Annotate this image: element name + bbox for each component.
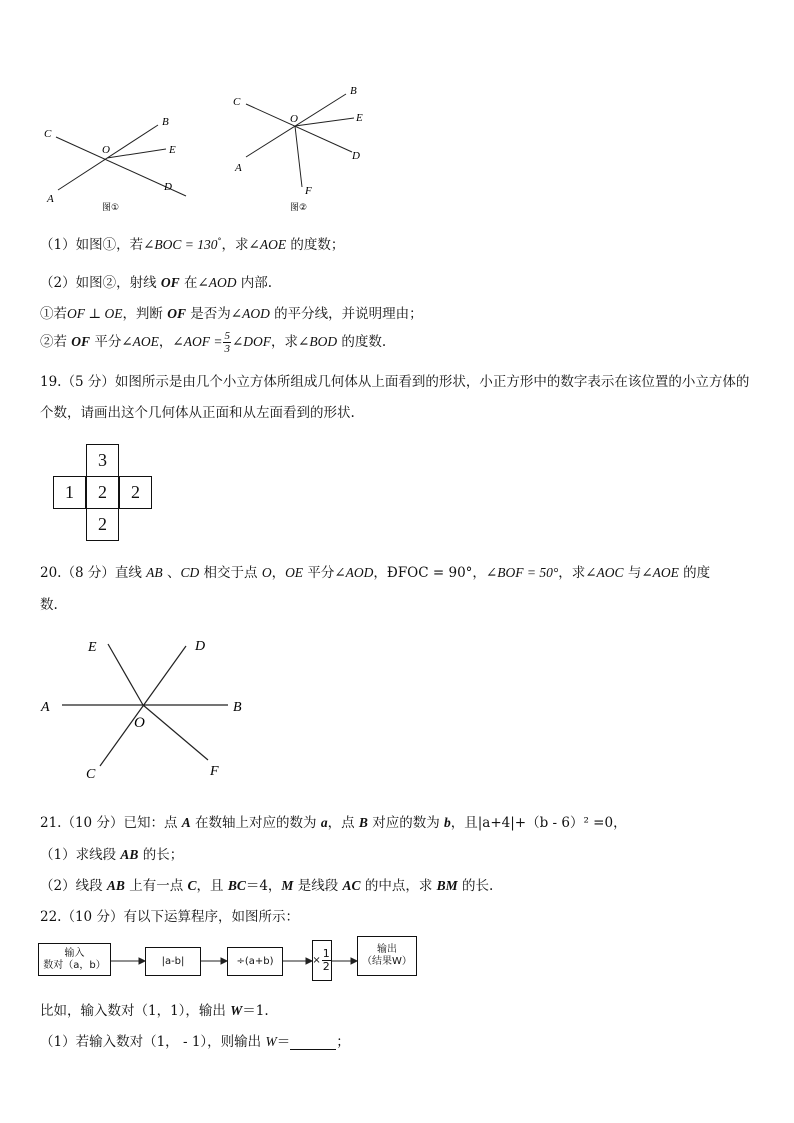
flow-arrows [110, 955, 360, 967]
label-e: E [356, 112, 363, 124]
flow-times-sign: × [312, 954, 321, 966]
ray-of [295, 126, 302, 187]
q18-sub1: ①若OF ⊥ OE，判断 OF 是否为∠AOD 的平分线，并说明理由； [40, 306, 423, 322]
answer-blank[interactable] [290, 1036, 336, 1050]
label-c: C [86, 767, 96, 782]
label-b: B [162, 116, 169, 128]
arrow-4 [351, 958, 357, 964]
line-cd [246, 104, 352, 152]
q20-text-line2: 数. [40, 597, 58, 613]
figure-2-caption: 图② [290, 203, 308, 213]
flow-output-label: 输出 [377, 944, 397, 955]
arrow-1 [139, 958, 145, 964]
flow-step1-label: |a-b| [161, 955, 185, 967]
label-o: O [290, 113, 298, 125]
q18-part1: （1）如图①，若∠BOC = 130°，求∠AOE 的度数； [40, 236, 345, 253]
fraction-5-3: $\frac{5}{3}$ [224, 330, 230, 355]
label-b: B [350, 85, 357, 97]
figure-2 [226, 82, 376, 217]
label-a: A [41, 700, 50, 715]
figure-1 [38, 112, 188, 217]
q20-figure [38, 630, 258, 785]
q22-title: 22.（10 分）有以下运算程序，如图所示： [40, 909, 299, 925]
q22-example: 比如，输入数对（1，1），输出 W＝1. [40, 1003, 269, 1019]
flow-step2-label: ÷(a+b) [236, 955, 274, 967]
q18-sub2: ②若 OF 平分∠AOE，∠AOF = $\frac{5}{3}$ ∠DOF，求∠BOD 的度数. [40, 330, 387, 355]
arrow-2 [221, 958, 227, 964]
q21-part2: （2）线段 AB 上有一点 C，且 BC＝4，M 是线段 AC 的中点，求 BM 的长. [40, 878, 494, 894]
line-cd [100, 646, 186, 766]
q19-text: 19.（5 分）如图所示是由几个小立方体所组成几何体从上面看到的形状，小正方形中的数字表示在该位置的小立方体的个数，请画出这个几何体从正面和从左面看到的形状. [40, 374, 750, 421]
label-e: E [88, 640, 97, 655]
flow-input-label: 输入 [64, 947, 85, 959]
label-o: O [134, 715, 145, 731]
label-f: F [305, 185, 312, 197]
figure-1-caption: 图① [102, 203, 120, 213]
ray-of [143, 705, 208, 760]
label-c: C [44, 128, 52, 140]
label-a: A [47, 193, 54, 205]
flow-output-result: （结果W） [362, 956, 412, 967]
label-d: D [195, 639, 206, 654]
label-o: O [102, 144, 110, 156]
label-d: D [352, 150, 360, 162]
label-c: C [233, 96, 241, 108]
grid-cell-top: 3 [86, 444, 119, 477]
flow-input-box [38, 943, 111, 976]
q21-text: 21.（10 分）已知：点 A 在数轴上对应的数为 a，点 B 对应的数为 b，且|a+4|+（b - 6）² =0， [40, 815, 627, 831]
label-f: F [210, 764, 219, 779]
q20-text-line1: 20.（8 分）直线 AB 、CD 相交于点 O，OE 平分∠AOD，ÐFOC = 90°，∠BOF = 50°，求∠AOC 与∠AOE 的度 [40, 565, 711, 581]
ray-oe [107, 149, 166, 158]
ray-oe [108, 644, 143, 705]
grid-cell-right: 2 [119, 476, 152, 509]
ray-oe [295, 118, 354, 126]
q21-part1: （1）求线段 AB 的长； [40, 847, 184, 863]
flow-input-pair: 数对（a，b） [43, 959, 106, 971]
label-e: E [169, 144, 176, 156]
label-b: B [233, 700, 242, 715]
grid-cell-left: 1 [53, 476, 86, 509]
flow-output-box [357, 936, 417, 976]
flow-fraction-1-2: $\frac{1}{2}$ [322, 947, 330, 973]
label-d: D [164, 181, 172, 193]
q22-part1: （1）若输入数对（1， - 1），则输出 W＝ ； [40, 1034, 350, 1050]
grid-cell-center: 2 [86, 476, 119, 509]
label-a: A [235, 162, 242, 174]
arrow-3 [306, 958, 312, 964]
q18-part2: （2）如图②，射线 OF 在∠AOD 内部. [40, 275, 273, 291]
grid-cell-bottom: 2 [86, 508, 119, 541]
